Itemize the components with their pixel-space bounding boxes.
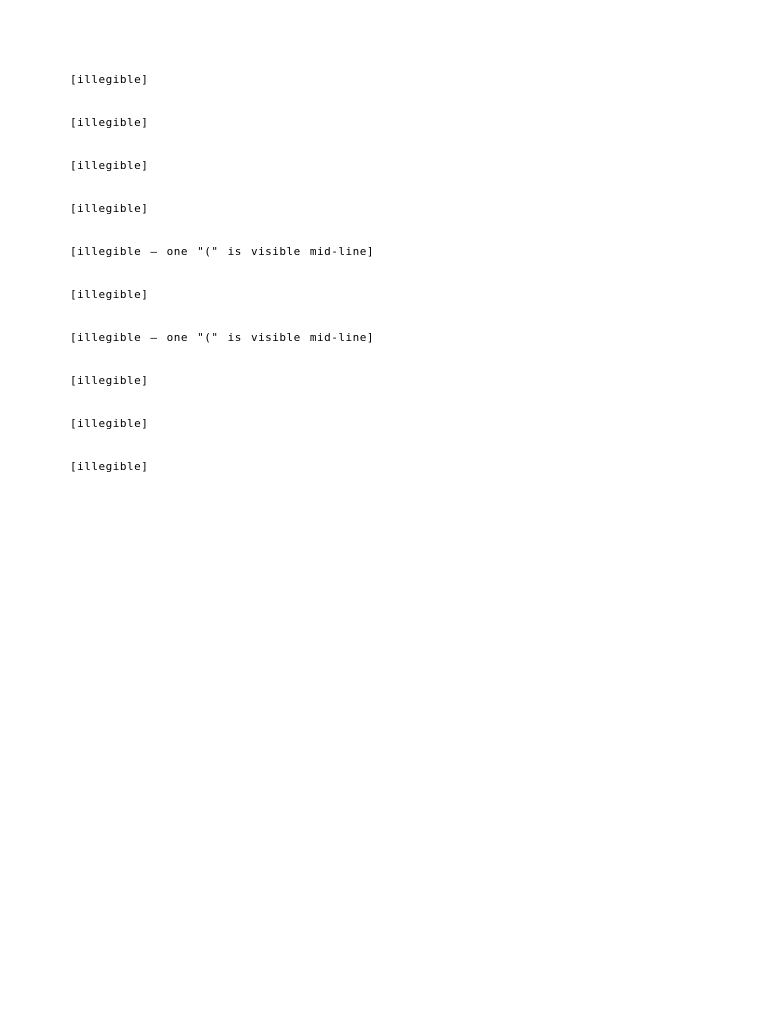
paragraph-3: [illegible] <box>70 159 149 172</box>
paragraph-1: [illegible] <box>70 73 149 86</box>
paragraph-4: [illegible] <box>70 202 149 215</box>
paragraph-9: [illegible] <box>70 417 149 430</box>
paragraph-5: [illegible — one "(" is visible mid-line] <box>70 245 375 258</box>
document-body <box>70 72 698 502</box>
paragraph-8: [illegible] <box>70 374 149 387</box>
paragraph-10: [illegible] <box>70 460 149 473</box>
paragraph-7: [illegible — one "(" is visible mid-line] <box>70 331 375 344</box>
paragraph-2: [illegible] <box>70 116 149 129</box>
paragraph-6: [illegible] <box>70 288 149 301</box>
